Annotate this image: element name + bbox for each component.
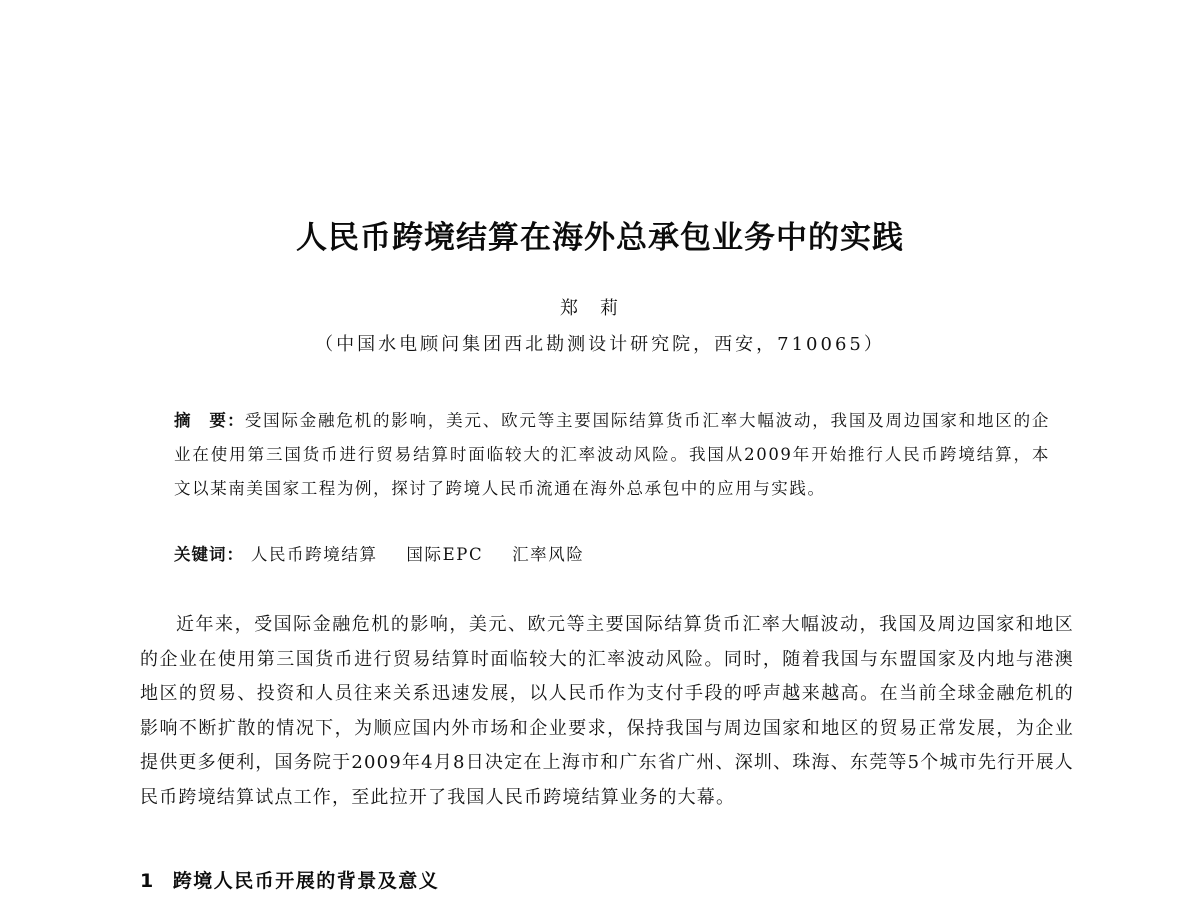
keyword-item: 人民币跨境结算: [250, 545, 378, 564]
abstract-text: 受国际金融危机的影响，美元、欧元等主要国际结算货币汇率大幅波动，我国及周边国家和地区的企业在使用第三国货币进行贸易结算时面临较大的汇率波动风险。我国从2009年开始推行人民币跨境结算，本文以某南美国家工程为例，探讨了跨境人民币流通在海外总承包中的应用与实践。: [174, 411, 1051, 498]
keywords-label: 关键词：: [174, 545, 244, 564]
abstract-block: [174, 404, 1050, 506]
body-text: [140, 608, 1074, 815]
body-paragraph: 近年来，受国际金融危机的影响，美元、欧元等主要国际结算货币汇率大幅波动，我国及周边国家和地区的企业在使用第三国货币进行贸易结算时面临较大的汇率波动风险。同时，随着我国与东盟国家及内地与港澳地区的贸易、投资和人员往来关系迅速发展，以人民币作为支付手段的呼声越来越高。在当前全球金融危机的影响不断扩散的情况下，为顺应国内外市场和企业要求，保持我国与周边国家和地区的贸易正常发展，为企业提供更多便利，国务院于2009年4月8日决定在上海市和广东省广州、深圳、珠海、东莞等5个城市先行开展人民币跨境结算试点工作，至此拉开了我国人民币跨境结算业务的大幕。: [140, 614, 1074, 808]
author-name: 郑莉: [560, 298, 640, 319]
abstract-label: 摘 要：: [174, 411, 245, 430]
keyword-item: 国际EPC: [406, 545, 484, 564]
paper-title: 人民币跨境结算在海外总承包业务中的实践: [296, 220, 904, 256]
author-affiliation: （中国水电顾问集团西北勘测设计研究院，西安，710065）: [315, 334, 885, 355]
section-title: 跨境人民币开展的背景及意义: [172, 870, 440, 892]
section-number: 1: [140, 870, 155, 892]
keyword-item: 汇率风险: [512, 545, 585, 564]
section-heading: [140, 866, 439, 893]
keywords-line: [174, 541, 606, 565]
